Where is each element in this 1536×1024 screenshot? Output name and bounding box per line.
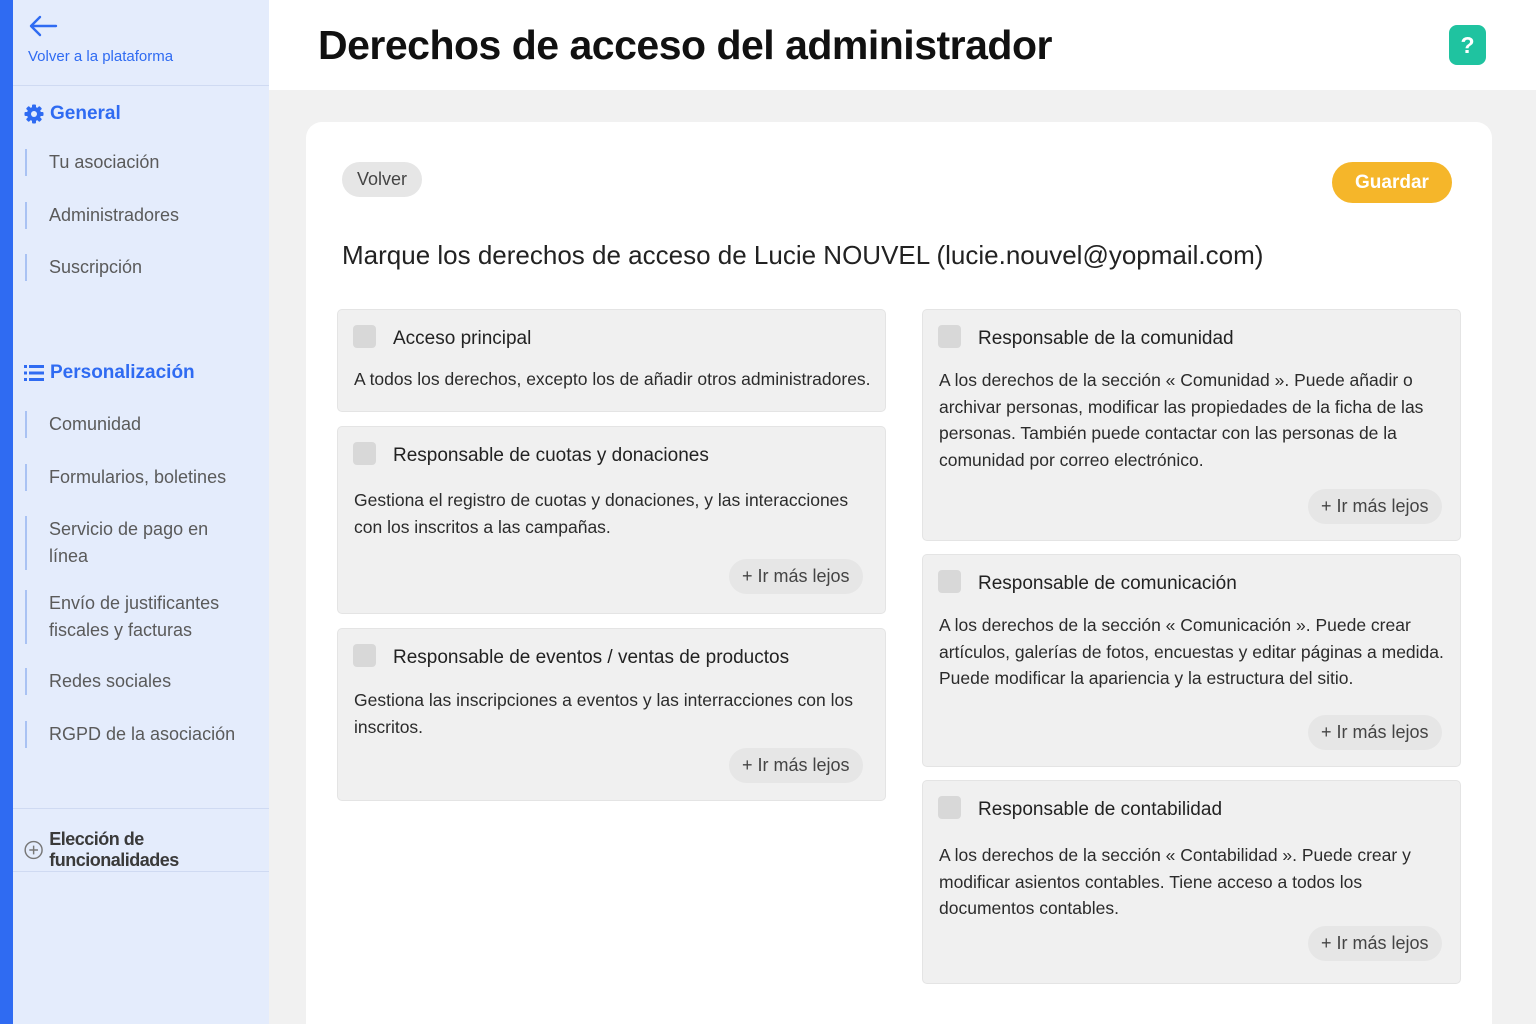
role-title: Responsable de comunicación xyxy=(978,573,1237,594)
access-rights-panel xyxy=(306,122,1492,1024)
more-options-button[interactable]: + Ir más lejos xyxy=(1308,489,1442,524)
features-choice-label: Elección de funcionalidades xyxy=(49,829,179,870)
plus-circle-icon xyxy=(24,840,43,860)
back-to-platform-link[interactable] xyxy=(13,0,269,86)
more-options-button[interactable]: + Ir más lejos xyxy=(729,559,863,594)
sidebar-item-redes-sociales[interactable]: Redes sociales xyxy=(25,668,255,695)
sidebar-accent-strip xyxy=(0,0,13,1024)
sidebar xyxy=(13,0,269,1024)
role-title: Acceso principal xyxy=(393,328,532,349)
role-checkbox[interactable] xyxy=(353,442,376,465)
sidebar-section-personalizacion-label: Personalización xyxy=(50,362,195,383)
sidebar-section-general-label: General xyxy=(50,103,121,124)
role-card-eventos-ventas xyxy=(337,628,886,801)
role-description: Gestiona el registro de cuotas y donaciones, y las interacciones con los inscritos a las campañas. xyxy=(354,490,849,537)
sidebar-section-general[interactable] xyxy=(24,103,121,125)
role-checkbox[interactable] xyxy=(938,325,961,348)
role-description: A los derechos de la sección « Comunidad ». Puede añadir o archivar personas, modificar las propiedades de la ficha de las personas. También puede contactar con las personas de la comunidad por correo electrónico. xyxy=(939,370,1424,470)
instructions-text: Marque los derechos de acceso de Lucie NOUVEL (lucie.nouvel@yopmail.com) xyxy=(342,240,1264,270)
role-card-cuotas-donaciones xyxy=(337,426,886,614)
role-description: A los derechos de la sección « Contabilidad ». Puede crear y modificar asientos contables. Tiene acceso a todos los documentos contables. xyxy=(939,845,1411,918)
sidebar-item-rgpd[interactable]: RGPD de la asociación xyxy=(25,721,255,748)
question-icon: ? xyxy=(1460,31,1475,58)
sidebar-item-tu-asociacion[interactable]: Tu asociación xyxy=(25,149,255,176)
role-description: A todos los derechos, excepto los de añadir otros administradores. xyxy=(354,369,871,389)
list-icon xyxy=(24,364,44,382)
save-button[interactable]: Guardar xyxy=(1332,162,1452,203)
help-button[interactable] xyxy=(1449,25,1486,65)
page-title: Derechos de acceso del administrador xyxy=(318,22,1052,68)
more-options-button[interactable]: + Ir más lejos xyxy=(729,748,863,783)
sidebar-item-justificantes[interactable]: Envío de justificantes fiscales y facturas xyxy=(25,590,230,644)
role-checkbox[interactable] xyxy=(938,570,961,593)
page-header xyxy=(269,0,1536,90)
role-checkbox[interactable] xyxy=(353,644,376,667)
features-section xyxy=(13,808,269,872)
role-checkbox[interactable] xyxy=(938,796,961,819)
role-title: Responsable de la comunidad xyxy=(978,328,1234,349)
role-description: Gestiona las inscripciones a eventos y las interracciones con los inscritos. xyxy=(354,690,853,737)
sidebar-item-administradores[interactable]: Administradores xyxy=(25,202,255,229)
more-options-button[interactable]: + Ir más lejos xyxy=(1308,715,1442,750)
role-title: Responsable de cuotas y donaciones xyxy=(393,445,709,466)
role-card-comunicacion xyxy=(922,554,1461,767)
sidebar-section-personalizacion[interactable] xyxy=(24,362,195,384)
gear-icon xyxy=(24,104,44,124)
role-title: Responsable de eventos / ventas de productos xyxy=(393,647,790,668)
back-to-platform-label: Volver a la plataforma xyxy=(28,48,174,65)
features-choice-link[interactable] xyxy=(24,829,269,871)
role-card-acceso-principal xyxy=(337,309,886,412)
sidebar-item-pago-en-linea[interactable]: Servicio de pago en línea xyxy=(25,516,230,570)
role-checkbox[interactable] xyxy=(353,325,376,348)
sidebar-item-suscripcion[interactable]: Suscripción xyxy=(25,254,255,281)
role-card-comunidad xyxy=(922,309,1461,541)
arrow-left-icon xyxy=(28,14,58,38)
sidebar-item-comunidad[interactable]: Comunidad xyxy=(25,411,255,438)
role-title: Responsable de contabilidad xyxy=(978,799,1223,820)
sidebar-item-formularios[interactable]: Formularios, boletines xyxy=(25,464,255,491)
role-description: A los derechos de la sección « Comunicación ». Puede crear artículos, galerías de fotos, encuestas y editar páginas a medida. Puede modificar la apariencia y la estructura del sitio. xyxy=(939,615,1444,688)
role-card-contabilidad xyxy=(922,780,1461,984)
more-options-button[interactable]: + Ir más lejos xyxy=(1308,926,1442,961)
back-button[interactable]: Volver xyxy=(342,162,422,197)
